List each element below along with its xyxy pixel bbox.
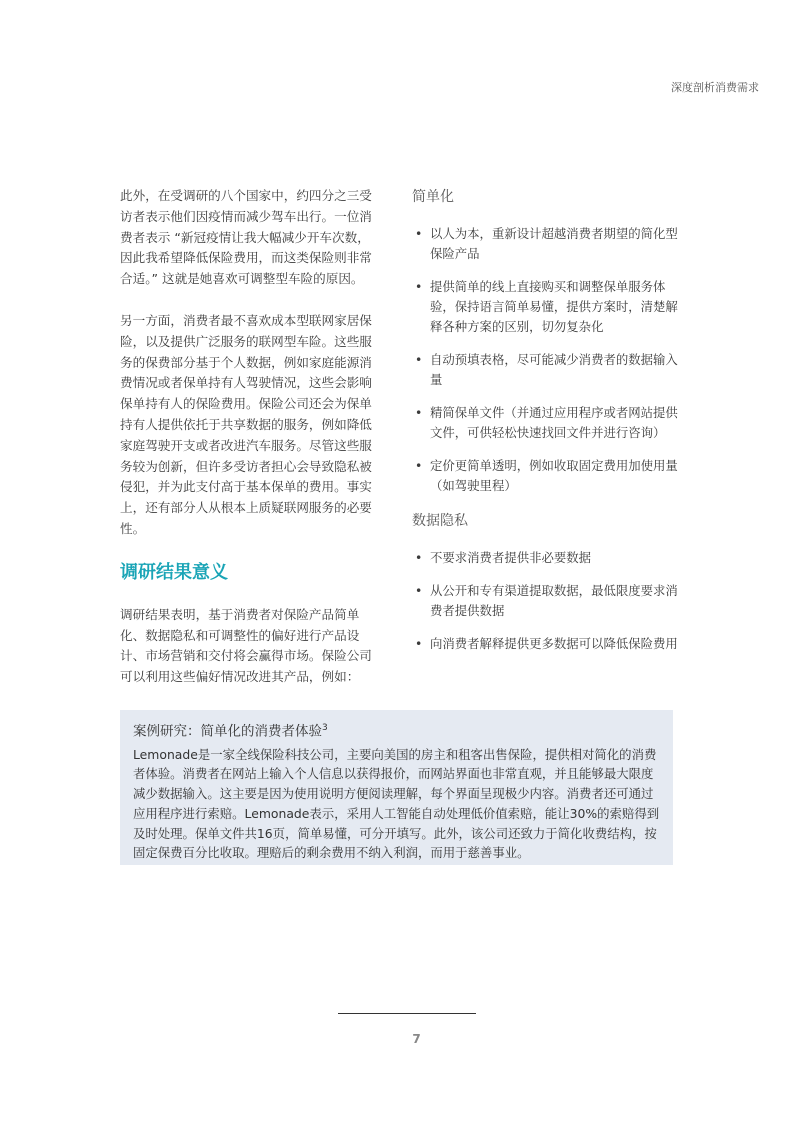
- case-study-body: Lemonade是一家全线保险科技公司，主要向美国的房主和租客出售保险，提供相对简化的消费者体验。消费者在网站上输入个人信息以获得报价，而网站界面也非常直观，并且能够最大限度减少数据输入。这主要是因为使用说明方便阅读理解，每个界面呈现极少内容。消费者还可通过应用程序进行索赔。Lemonade表示，采用人工智能自动处理低价值索赔，能让30%的索赔得到及时处理。保单文件共16页，简单易懂，可分开填写。此外，该公司还致力于简化收费结构，按固定保费百分比收取。理赔后的剩余费用不纳入利润，而用于慈善事业。: [133, 746, 660, 861]
- list-item-text: 从公开和专有渠道提取数据，最低限度要求消费者提供数据: [430, 583, 678, 618]
- case-study-title-text: 案例研究：简单化的消费者体验: [133, 723, 322, 740]
- bullet-icon: •: [415, 279, 423, 294]
- list-item: [412, 403, 684, 443]
- bullet-icon: •: [415, 583, 423, 598]
- paragraph: 此外，在受调研的八个国家中，约四分之三受访者表示他们因疫情而减少驾车出行。一位消费者表示 “新冠疫情让我大幅减少开车次数，因此我希望降低保险费用，而这类保险则非常合适。” 这就是她喜欢可调整型车险的原因。: [120, 188, 372, 287]
- list-item: [412, 456, 684, 496]
- simplify-heading: 简单化: [412, 189, 454, 205]
- list-item: [412, 581, 684, 621]
- bullet-icon: •: [415, 352, 423, 367]
- list-item-text: 向消费者解释提供更多数据可以降低保险费用: [430, 636, 678, 651]
- paragraph: 调研结果表明，基于消费者对保险产品简单化、数据隐私和可调整性的偏好进行产品设计、市场营销和交付将会赢得市场。保险公司可以利用这些偏好情况改进其产品，例如：: [120, 606, 372, 685]
- bullet-icon: •: [415, 405, 423, 420]
- bullet-icon: •: [415, 458, 423, 473]
- left-column: [120, 186, 378, 709]
- list-item-text: 定价更简单透明，例如收取固定费用加使用量（如驾驶里程）: [430, 458, 678, 493]
- list-item: [412, 224, 684, 264]
- simplify-list: [412, 224, 684, 496]
- list-item-text: 提供简单的线上直接购买和调整保单服务体验，保持语言简单易懂，提供方案时，清楚解释各种方案的区别，切勿复杂化: [430, 279, 678, 334]
- list-item: [412, 548, 684, 568]
- section-heading: 调研结果意义: [120, 561, 228, 583]
- list-item: [412, 350, 684, 390]
- bullet-icon: •: [415, 550, 423, 565]
- list-item-text: 不要求消费者提供非必要数据: [430, 550, 592, 565]
- right-column: [412, 186, 684, 667]
- privacy-list: [412, 548, 684, 654]
- list-item-text: 以人为本，重新设计超越消费者期望的简化型保险产品: [430, 226, 678, 261]
- case-study-title: [133, 718, 663, 742]
- paragraph: 另一方面，消费者最不喜欢成本型联网家居保险，以及提供广泛服务的联网型车险。这些服务的保费部分基于个人数据，例如家庭能源消费情况或者保单持有人驾驶情况，这些会影响保单持有人的保险费用。保险公司还会为保单持有人提供依托于共享数据的服务，例如降低家庭驾驶开支或者改进汽车服务。尽管这些服务较为创新，但许多受访者担心会导致隐私被侵犯，并为此支付高于基本保单的费用。事实上，还有部分人从根本上质疑联网服务的必要性。: [120, 312, 372, 536]
- running-header: 深度剖析消费需求: [671, 81, 759, 94]
- bullet-icon: •: [415, 636, 423, 651]
- list-item-text: 精简保单文件（并通过应用程序或者网站提供文件，可供轻松快速找回文件并进行咨询）: [430, 405, 678, 440]
- case-study-box: [120, 710, 673, 865]
- privacy-heading: 数据隐私: [412, 513, 468, 529]
- list-item: [412, 277, 684, 337]
- page-number: 7: [412, 1032, 421, 1046]
- footer-divider: [338, 1013, 476, 1014]
- bullet-icon: •: [415, 226, 423, 241]
- list-item-text: 自动预填表格，尽可能减少消费者的数据输入量: [430, 352, 678, 387]
- list-item: [412, 634, 684, 654]
- footnote-ref: 3: [322, 723, 328, 733]
